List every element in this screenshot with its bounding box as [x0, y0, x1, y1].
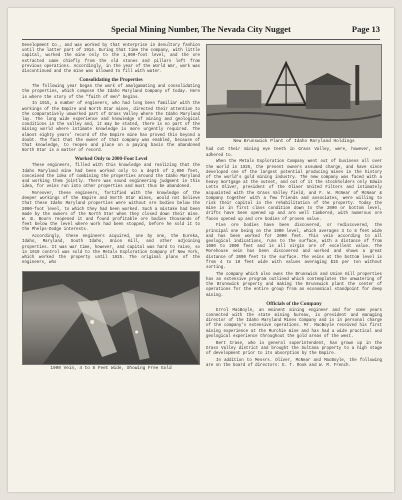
plant-photo: [206, 44, 382, 138]
paragraph: Errol MacBoyle, an eminent mining engineer and for some years connected with the state mining bureau, is president and managing director of the Idaho Maryland Mines Company and is in personal charge of the company's extensive operations. Mr. MacBoyle received his first mining experience at the Murchie mine and has had a wide practical and geological experience throughout the gold areas of the west.: [206, 308, 382, 339]
page-number: Page 13: [351, 24, 380, 34]
photo-caption: New Brunswick Plant of Idaho Maryland Holdings: [233, 139, 355, 144]
paragraph: Development Co., and was worked by that enterprise in desultory fashion until the latter part of 1914. During that time the company, with little capital, worked the mine only to the 1,000-foot level, and the ore extracted came chiefly from the old stones and pillars left from previous operations. Accordingly, in the year of the World War, work was discontinued and the mine was allowed to fill with water.: [22, 44, 200, 75]
paragraph: had cut their mining eye teeth in Grass Valley, were, however, not adhered to.: [206, 148, 382, 158]
paragraph: Accordingly, these engineers acquired, one by one, the Eureka, Idaho, Maryland, South Idaho, Union Hill, and other adjoining properties. It was war time, however, and capital was hard to raise, so in 1919 control was sold to the Metals Exploration Company of New York, which worked the property until 1925. The original plans of the engineers, who: [22, 235, 200, 266]
header-title: Special Mining Number, The Nevada City Nugget: [111, 24, 291, 34]
paragraph: The company which also owns the Brunswick and Union Hill properties has an extensive program outlined which contemplates the unwatering of the Brunswick property and making the Brunswick plant the center of operations for the entire group from an economical standpoint for deep mining.: [206, 272, 382, 298]
paragraph: Bert Crase, who is general superintendent, has grown up in the Grass Valley district and brought the Sultana property to a high stage of development prior to its absorption by the Empire.: [206, 341, 382, 357]
header-rule: [22, 39, 380, 40]
section-heading: Officials of the Company: [266, 300, 322, 307]
paragraph: In 1915, a number of engineers, who had long been familiar with the workings of the Empire and North Star mines, directed their attention to the comparatively unworked part of Grass Valley where the Idaho Maryland lay. The long wide experience and knowledge of mining and geological conditions in the valley and, it may be stated, there is no part of the mining world where intimate knowledge is more urgently required. The almost eighty years' record of the Empire mine has proved this beyond a doubt. The fact that the owner of that company was enabled, because of that knowledge, to reopen and place on a paying basis the abandoned North Star is a matter of record.: [22, 102, 200, 154]
paragraph: Moreover, these engineers, fortified with the knowledge of the deeper workings of the Empire and North Star mines, would not believe that these Idaho Maryland properties were without ore bodies below the 2000-foot level, to which they had been worked. Such a mistake had been made by the owners of the North Star when they closed down their mine. W. B. Bourn reopened it and found profitable ore bodies thousands of feet below the level where work had been stopped, before he sold it to the Phelps-Dodge interests.: [22, 192, 200, 233]
paragraph: The following year began the work of amalgamating and consolidating the properties, which compose the Idaho Maryland Company of today. Here is where the story of the "faith of men" begins.: [22, 85, 200, 100]
page-header: [22, 20, 380, 38]
paragraph: Five ore bodies have been discovered, or rediscovered, the principal one being on the 1900 level, which averages 3 to 8 feet wide and has been worked for 2000 feet. This vein according to all geological indications, runs to the surface, with a distance of from 1000 to 2000 feet and is all virgin ore of excellent value. The Morehouse vein has been discovered and worked and shows a great distance of 2000 feet to the surface. The veins at the bottom level is from 4 to 10 feet wide with values averaging $15 per ton without sorting.: [206, 224, 382, 271]
paragraph: These engineers, filled with this knowledge and realizing that the Idaho Maryland mine had been worked only to a depth of 2,000 feet, conceived the idea of combining the properties around the Idaho Maryland and working them jointly. There was sound engineering judgment in this idea, for veins run into other properties and must thus be abandoned.: [22, 164, 200, 190]
section-heading: Worked Only to 2000-Foot Level: [74, 156, 148, 163]
left-column: [22, 44, 200, 375]
vein-photo: [22, 271, 200, 365]
right-column: [206, 44, 382, 371]
newspaper-page: [8, 8, 394, 492]
photo-caption: 1900 Vein, 4 to 8 Feet Wide, Showing Free Gold: [50, 365, 172, 371]
paragraph: In addition to Messrs. Oliver, McNear and MacBoyle, the following are on the board of directors: E. T. Rook and W. M. French.: [206, 358, 382, 369]
paragraph: When the Metals Exploration Company went out of business all over the world in 1925, the present owners assumed charge, and have since developed one of the largest potential producing mines in the history of the world's gold mining industry. The new company was faced with a heavy mortgage at the outset, and out of it the stockholders only Edwin Letts Oliver, president of the Oliver United Filters and intimately acquainted with the Grass Valley field, and F. W. McNear of McNear & Company together with a few friends and associates, were willing to risk their capital in the rehabilitation of the property. Today the mine is in first class condition down to the 2000 or bottom level, drifts have been opened up and are well timbered, with numerous ore faces opened up and ore bodies of proven value.: [206, 160, 382, 222]
section-heading: Consolidating the Properties: [79, 77, 143, 84]
